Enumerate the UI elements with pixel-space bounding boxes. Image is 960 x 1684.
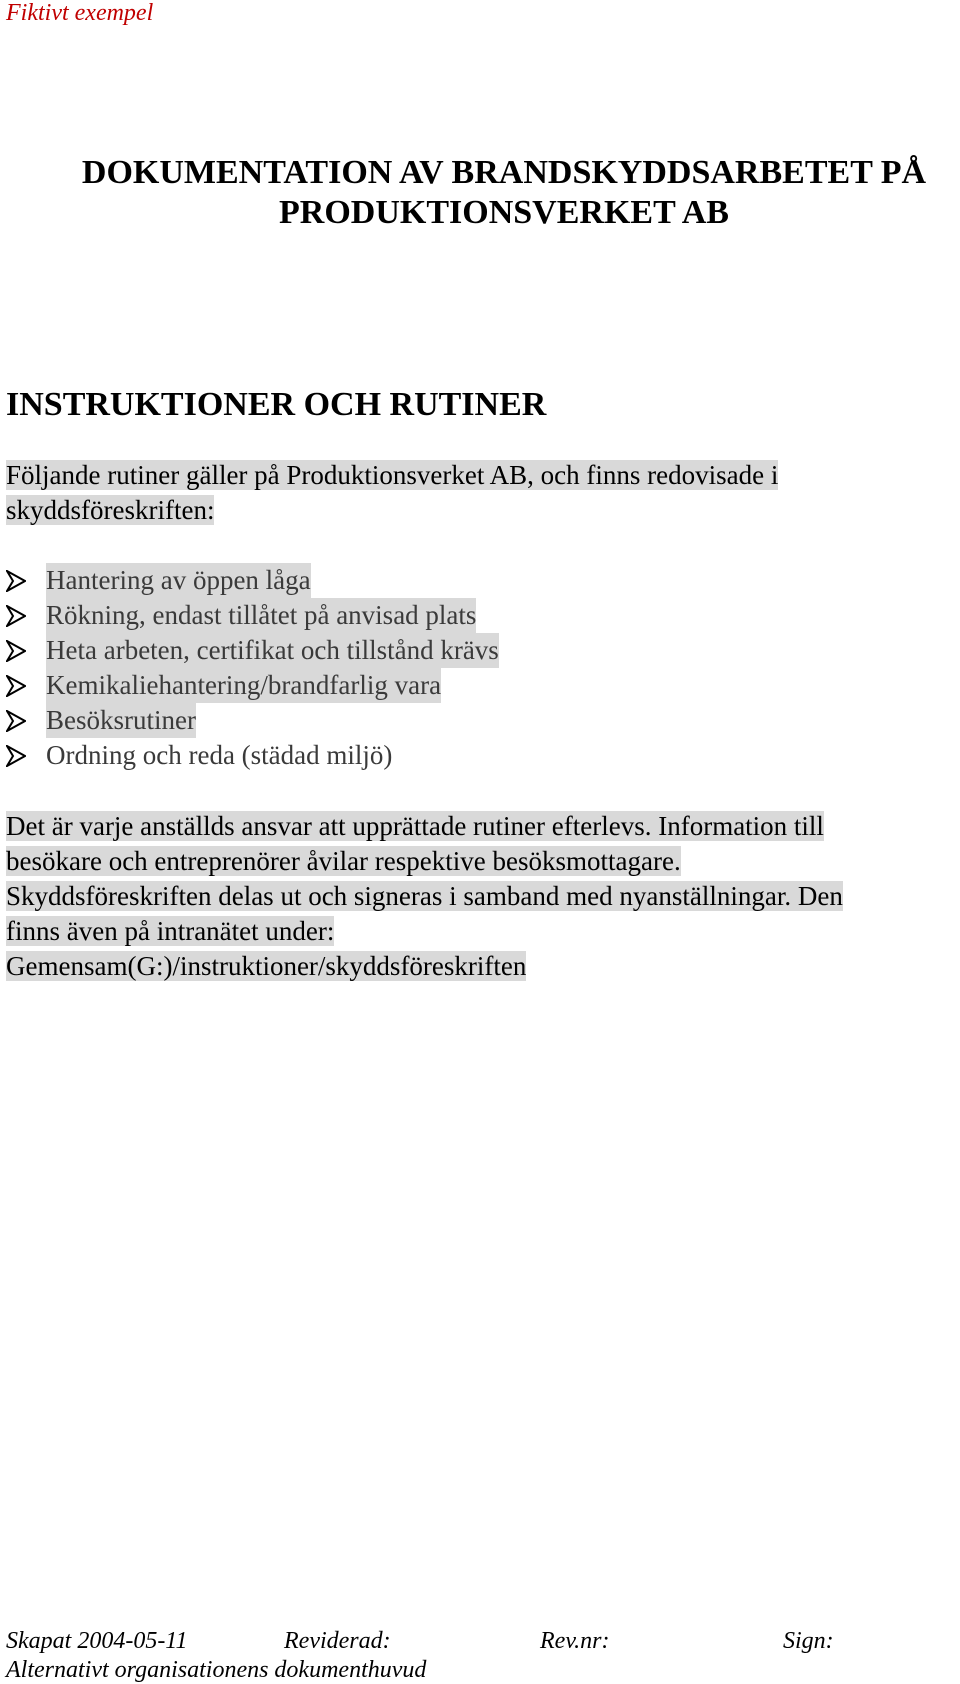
closing-line: [6, 949, 526, 984]
example-label: Fiktivt exempel: [6, 0, 154, 26]
revised-label: Reviderad:: [284, 1628, 391, 1654]
list-item-label: Besöksrutiner: [46, 703, 196, 738]
arrow-bullet-icon: [6, 745, 46, 767]
list-item: [6, 738, 392, 773]
closing-line: [6, 809, 824, 844]
list-item-label: Heta arbeten, certifikat och tillstånd krävs: [46, 633, 499, 668]
closing-line: [6, 844, 681, 879]
created-date: Skapat 2004-05-11: [6, 1628, 188, 1654]
arrow-bullet-icon: [6, 710, 46, 732]
closing-line: [6, 879, 843, 914]
document-title-line-2: PRODUKTIONSVERKET AB: [279, 194, 729, 231]
intro-text: skyddsföreskriften:: [6, 495, 215, 525]
closing-text: finns även på intranätet under:: [6, 916, 335, 946]
arrow-bullet-icon: [6, 675, 46, 697]
intro-line: [6, 458, 778, 493]
list-item: [6, 633, 499, 668]
intro-line: [6, 493, 214, 528]
list-item: [6, 598, 476, 633]
organisation-header-note: Alternativt organisationens dokumenthuvud: [6, 1657, 427, 1683]
signature-label: Sign:: [783, 1628, 834, 1654]
closing-text: besökare och entreprenörer åvilar respektive besöksmottagare.: [6, 846, 681, 876]
closing-text: Gemensam(G:)/instruktioner/skyddsföreskriften: [6, 951, 527, 981]
closing-line: [6, 914, 334, 949]
arrow-bullet-icon: [6, 605, 46, 627]
list-item-label: Kemikaliehantering/brandfarlig vara: [46, 668, 441, 703]
list-item: [6, 563, 311, 598]
arrow-bullet-icon: [6, 570, 46, 592]
list-item: [6, 668, 441, 703]
list-item-label: Rökning, endast tillåtet på anvisad plats: [46, 598, 476, 633]
closing-text: Det är varje anställds ansvar att upprättade rutiner efterlevs. Information till: [6, 811, 824, 841]
section-heading: INSTRUKTIONER OCH RUTINER: [6, 386, 547, 423]
document-title-line-1: DOKUMENTATION AV BRANDSKYDDSARBETET PÅ: [81, 154, 927, 191]
list-item-label: Ordning och reda (städad miljö): [46, 740, 393, 770]
closing-text: Skyddsföreskriften delas ut och signeras i samband med nyanställningar. Den: [6, 881, 843, 911]
arrow-bullet-icon: [6, 640, 46, 662]
revision-number-label: Rev.nr:: [540, 1628, 610, 1654]
intro-text: Följande rutiner gäller på Produktionsverket AB, och finns redovisade i: [6, 460, 779, 490]
list-item-label: Hantering av öppen låga: [46, 563, 311, 598]
list-item: [6, 703, 196, 738]
